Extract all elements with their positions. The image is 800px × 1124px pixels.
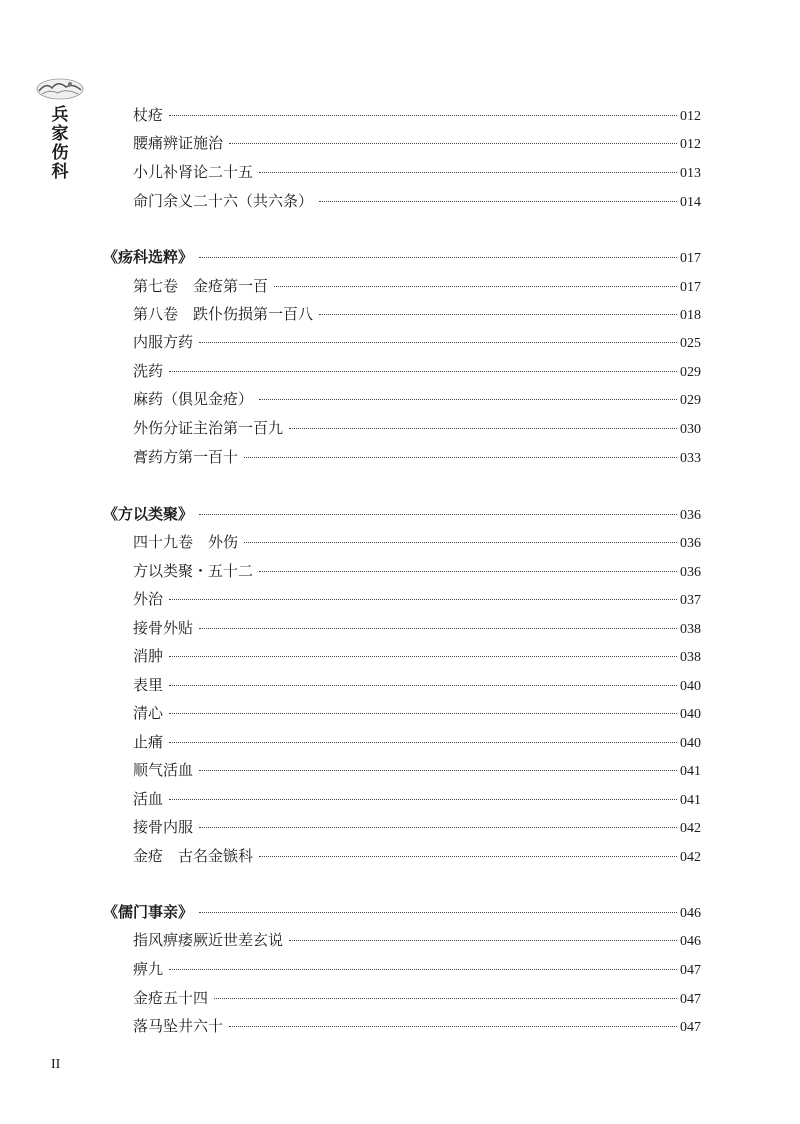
toc-title: 四十九卷 外伤 <box>133 533 239 551</box>
toc-title: 《方以类聚》 <box>103 505 194 523</box>
toc-entry-row[interactable] <box>133 702 701 726</box>
toc-page-number: 012 <box>680 109 701 124</box>
toc-page-number: 046 <box>680 934 701 949</box>
dot-leader <box>259 172 677 173</box>
toc-entry-row[interactable] <box>133 417 701 441</box>
toc-title: 《儒门事亲》 <box>103 903 194 921</box>
toc-title: 第七卷 金疮第一百 <box>133 277 269 295</box>
toc-page-number: 040 <box>680 736 701 751</box>
dot-leader <box>199 770 677 771</box>
dot-leader <box>199 342 677 343</box>
toc-section-row[interactable] <box>103 246 701 270</box>
toc-entry-row[interactable] <box>133 446 701 470</box>
dot-leader <box>199 912 677 913</box>
toc-entry-row[interactable] <box>133 958 701 982</box>
dot-leader <box>214 998 677 999</box>
toc-title: 金疮五十四 <box>133 989 209 1007</box>
toc-page-number: 038 <box>680 650 701 665</box>
toc-title: 痹九 <box>133 960 164 978</box>
toc-title: 《疡科选粹》 <box>103 248 194 266</box>
toc-title: 表里 <box>133 676 164 694</box>
toc-entry-row[interactable] <box>133 388 701 412</box>
toc-entry-row[interactable] <box>133 731 701 755</box>
toc-title: 消肿 <box>133 647 164 665</box>
toc-title: 止痛 <box>133 733 164 751</box>
dot-leader <box>169 799 677 800</box>
toc-title: 活血 <box>133 790 164 808</box>
toc-page-number: 029 <box>680 393 701 408</box>
toc-entry-row[interactable] <box>133 588 701 612</box>
toc-page-number: 014 <box>680 195 701 210</box>
toc-entry-row[interactable] <box>133 132 701 156</box>
toc-entry-row[interactable] <box>133 331 701 355</box>
toc-entry-row[interactable] <box>133 190 701 214</box>
dot-leader <box>259 856 677 857</box>
toc-entry-row[interactable] <box>133 929 701 953</box>
toc-entry-row[interactable] <box>133 816 701 840</box>
toc-title: 接骨外贴 <box>133 619 194 637</box>
dot-leader <box>169 371 677 372</box>
toc-page-number: 047 <box>680 992 701 1007</box>
toc-title: 方以类聚・五十二 <box>133 562 254 580</box>
dot-leader <box>319 201 677 202</box>
toc-title: 小儿补肾论二十五 <box>133 163 254 181</box>
toc-entry-row[interactable] <box>133 759 701 783</box>
dot-leader <box>289 428 677 429</box>
toc-title: 内服方药 <box>133 333 194 351</box>
toc-entry-row[interactable] <box>133 360 701 384</box>
dot-leader <box>289 940 677 941</box>
dot-leader <box>244 542 677 543</box>
toc-title: 外治 <box>133 590 164 608</box>
toc-page-number: 036 <box>680 565 701 580</box>
toc-entry-row[interactable] <box>133 845 701 869</box>
toc-page-number: 047 <box>680 1020 701 1035</box>
toc-page-number: 042 <box>680 850 701 865</box>
toc-entry-row[interactable] <box>133 788 701 812</box>
dot-leader <box>169 742 677 743</box>
toc-page-number: 017 <box>680 251 701 266</box>
toc-title: 顺气活血 <box>133 761 194 779</box>
toc-entry-row[interactable] <box>133 560 701 584</box>
toc-entry-row[interactable] <box>133 987 701 1011</box>
toc-page-number: 025 <box>680 336 701 351</box>
dot-leader <box>229 143 677 144</box>
toc-title: 落马坠井六十 <box>133 1017 224 1035</box>
dot-leader <box>199 514 677 515</box>
toc-page-number: 040 <box>680 679 701 694</box>
toc-entry-row[interactable] <box>133 617 701 641</box>
toc-title: 洗药 <box>133 362 164 380</box>
toc-entry-row[interactable] <box>133 645 701 669</box>
toc-title: 命门余义二十六（共六条） <box>133 192 314 210</box>
toc-title: 指风痹痿厥近世差玄说 <box>133 931 284 949</box>
toc-section-row[interactable] <box>103 503 701 527</box>
toc-page-number: 033 <box>680 451 701 466</box>
toc-title: 接骨内服 <box>133 818 194 836</box>
toc-entry-row[interactable] <box>133 161 701 185</box>
toc-title: 金疮 古名金镞科 <box>133 847 254 865</box>
toc-entry-row[interactable] <box>133 275 701 299</box>
toc-page-number: 012 <box>680 137 701 152</box>
toc-title: 第八卷 跌仆伤损第一百八 <box>133 305 314 323</box>
toc-page-number: 041 <box>680 764 701 779</box>
toc-title: 膏药方第一百十 <box>133 448 239 466</box>
toc-title: 清心 <box>133 704 164 722</box>
dot-leader <box>169 969 677 970</box>
dot-leader <box>169 599 677 600</box>
toc-section-row[interactable] <box>103 901 701 925</box>
dot-leader <box>169 115 677 116</box>
dot-leader <box>259 571 677 572</box>
toc-page-number: 017 <box>680 280 701 295</box>
toc-page-number: 029 <box>680 365 701 380</box>
toc-page-number: 013 <box>680 166 701 181</box>
toc-entry-row[interactable] <box>133 1015 701 1039</box>
toc-page-number: 041 <box>680 793 701 808</box>
dot-leader <box>169 656 677 657</box>
dot-leader <box>169 685 677 686</box>
dot-leader <box>229 1026 677 1027</box>
dot-leader <box>199 257 677 258</box>
toc-entry-row[interactable] <box>133 531 701 555</box>
toc-title: 杖疮 <box>133 106 164 124</box>
toc-title: 外伤分证主治第一百九 <box>133 419 284 437</box>
toc-title: 麻药（俱见金疮） <box>133 390 254 408</box>
toc-entry-row[interactable] <box>133 674 701 698</box>
toc-page-number: 030 <box>680 422 701 437</box>
book-title: 兵家伤科 <box>51 105 69 182</box>
toc-page-number: 036 <box>680 508 701 523</box>
dot-leader <box>319 314 677 315</box>
toc-page-number: 042 <box>680 821 701 836</box>
toc-page-number: 047 <box>680 963 701 978</box>
toc-page-number: 040 <box>680 707 701 722</box>
dot-leader <box>199 827 677 828</box>
toc-entry-row[interactable] <box>133 104 701 128</box>
page-number: II <box>51 1057 61 1072</box>
dot-leader <box>259 399 677 400</box>
toc-page-number: 046 <box>680 906 701 921</box>
toc-page-number: 018 <box>680 308 701 323</box>
dot-leader <box>199 628 677 629</box>
toc-page-number: 037 <box>680 593 701 608</box>
toc-page-number: 038 <box>680 622 701 637</box>
toc-entry-row[interactable] <box>133 303 701 327</box>
toc-title: 腰痛辨证施治 <box>133 134 224 152</box>
dot-leader <box>244 457 677 458</box>
dot-leader <box>274 286 677 287</box>
toc-page-number: 036 <box>680 536 701 551</box>
dot-leader <box>169 713 677 714</box>
